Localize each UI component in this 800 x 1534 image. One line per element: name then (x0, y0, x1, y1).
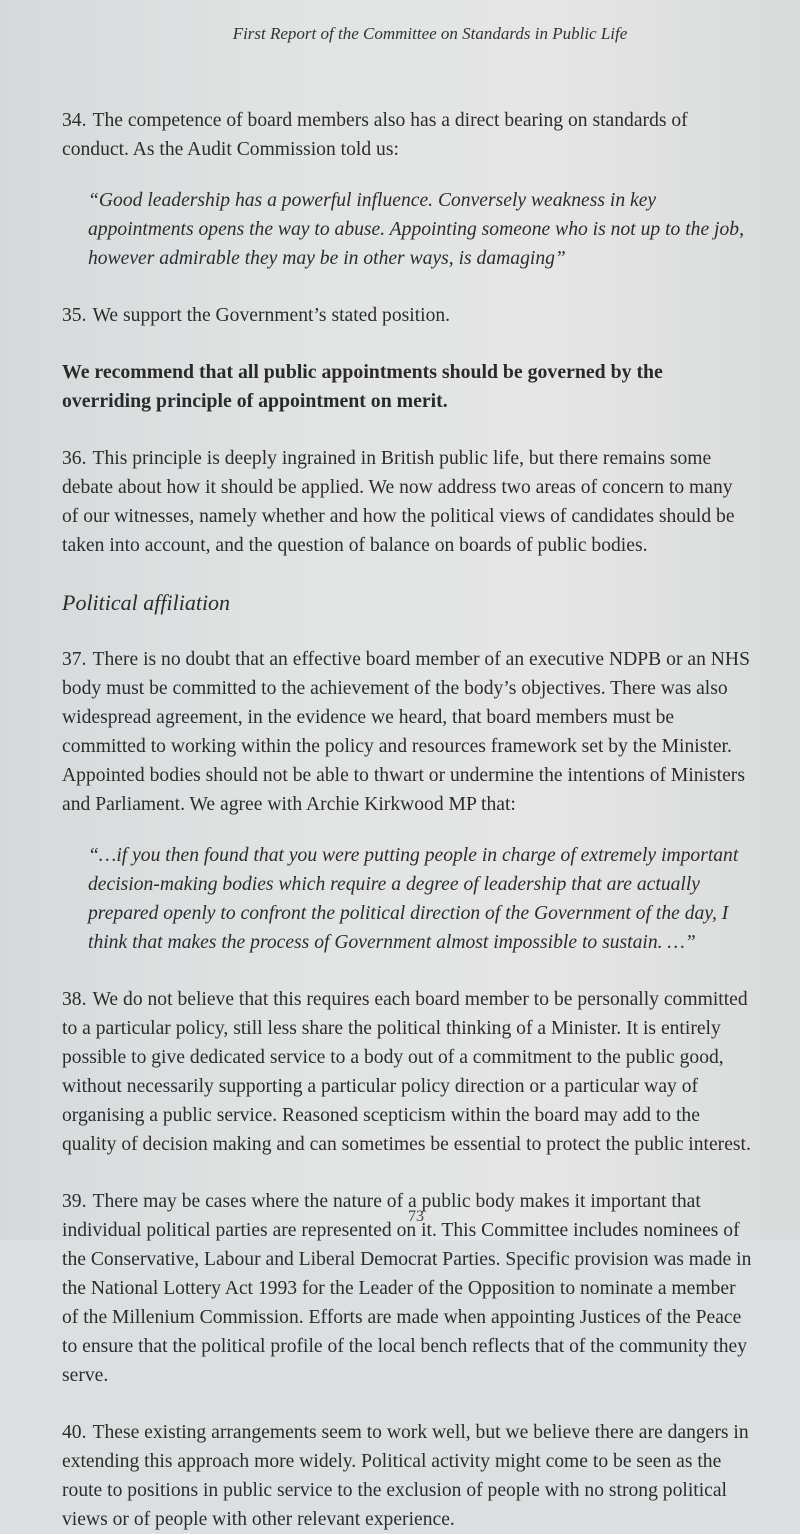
page-body (62, 106, 752, 1534)
paragraph-number: 36. (62, 448, 87, 469)
paragraph-36 (62, 444, 752, 560)
section-heading: Political affiliation (62, 590, 231, 615)
paragraph-37 (62, 645, 752, 819)
paragraph-39 (62, 1187, 752, 1390)
paragraph-number: 37. (62, 649, 87, 670)
recommendation: We recommend that all public appointments should be governed by the overriding principle of appointment on merit. (62, 361, 663, 412)
quote-archie-kirkwood: “…if you then found that you were putting people in charge of extremely important decision-making bodies which require a degree of leadership that are actually prepared openly to confront the political direction of the Government of the day, I think that makes the process of Government almost impossible to sustain. …” (88, 845, 739, 953)
paragraph-text: We support the Government’s stated position. (92, 305, 451, 326)
paragraph-text: There is no doubt that an effective board member of an executive NDPB or an NHS body must be committed to the achievement of the body’s objectives. There was also widespread agreement, in the evidence we heard, that board members must be committed to working within the policy and resources framework set by the Minister. Appointed bodies should not be able to thwart or undermine the intentions of Ministers and Parliament. We agree with Archie Kirkwood MP that: (62, 649, 750, 815)
paragraph-text: The competence of board members also has a direct bearing on standards of conduct. As the Audit Commission told us: (62, 110, 688, 160)
paragraph-text: We do not believe that this requires each board member to be personally committed to a particular policy, still less share the political thinking of a Minister. It is entirely possible to give dedicated service to a body out of a commitment to the public good, without necessarily supporting a particular policy direction or a particular way of organising a public service. Reasoned scepticism within the board may add to the quality of decision making and can sometimes be essential to protect the public interest. (62, 989, 751, 1155)
paragraph-text: This principle is deeply ingrained in British public life, but there remains some debate about how it should be applied. We now address two areas of concern to many of our witnesses, namely whether and how the political views of candidates should be taken into account, and the question of balance on boards of public bodies. (62, 448, 735, 556)
paragraph-number: 34. (62, 110, 87, 131)
paragraph-text: These existing arrangements seem to work well, but we believe there are dangers in extending this approach more widely. Political activity might come to be seen as the route to positions in public service to the exclusion of people with no strong political views or of people with other relevant experience. (62, 1422, 749, 1530)
paragraph-34 (62, 106, 752, 164)
page-number: 73 (408, 1208, 424, 1225)
quote-audit-commission: “Good leadership has a powerful influence. Conversely weakness in key appointments opens the way to abuse. Appointing someone who is not up to the job, however admirable they may be in other ways, is damaging” (88, 190, 744, 269)
paragraph-text: There may be cases where the nature of a public body makes it important that individual political parties are represented on it. This Committee includes nominees of the Conservative, Labour and Liberal Democrat Parties. Specific provision was made in the National Lottery Act 1993 for the Leader of the Opposition to nominate a member of the Millenium Commission. Efforts are made when appointing Justices of the Peace to ensure that the political profile of the local bench reflects that of the community they serve. (62, 1191, 752, 1386)
paragraph-number: 40. (62, 1422, 87, 1443)
running-head: First Report of the Committee on Standards in Public Life (232, 24, 628, 43)
paragraph-38 (62, 985, 752, 1159)
paragraph-number: 35. (62, 305, 87, 326)
paragraph-40 (62, 1418, 752, 1534)
paragraph-number: 39. (62, 1191, 87, 1212)
paragraph-35 (62, 301, 752, 330)
paragraph-number: 38. (62, 989, 87, 1010)
